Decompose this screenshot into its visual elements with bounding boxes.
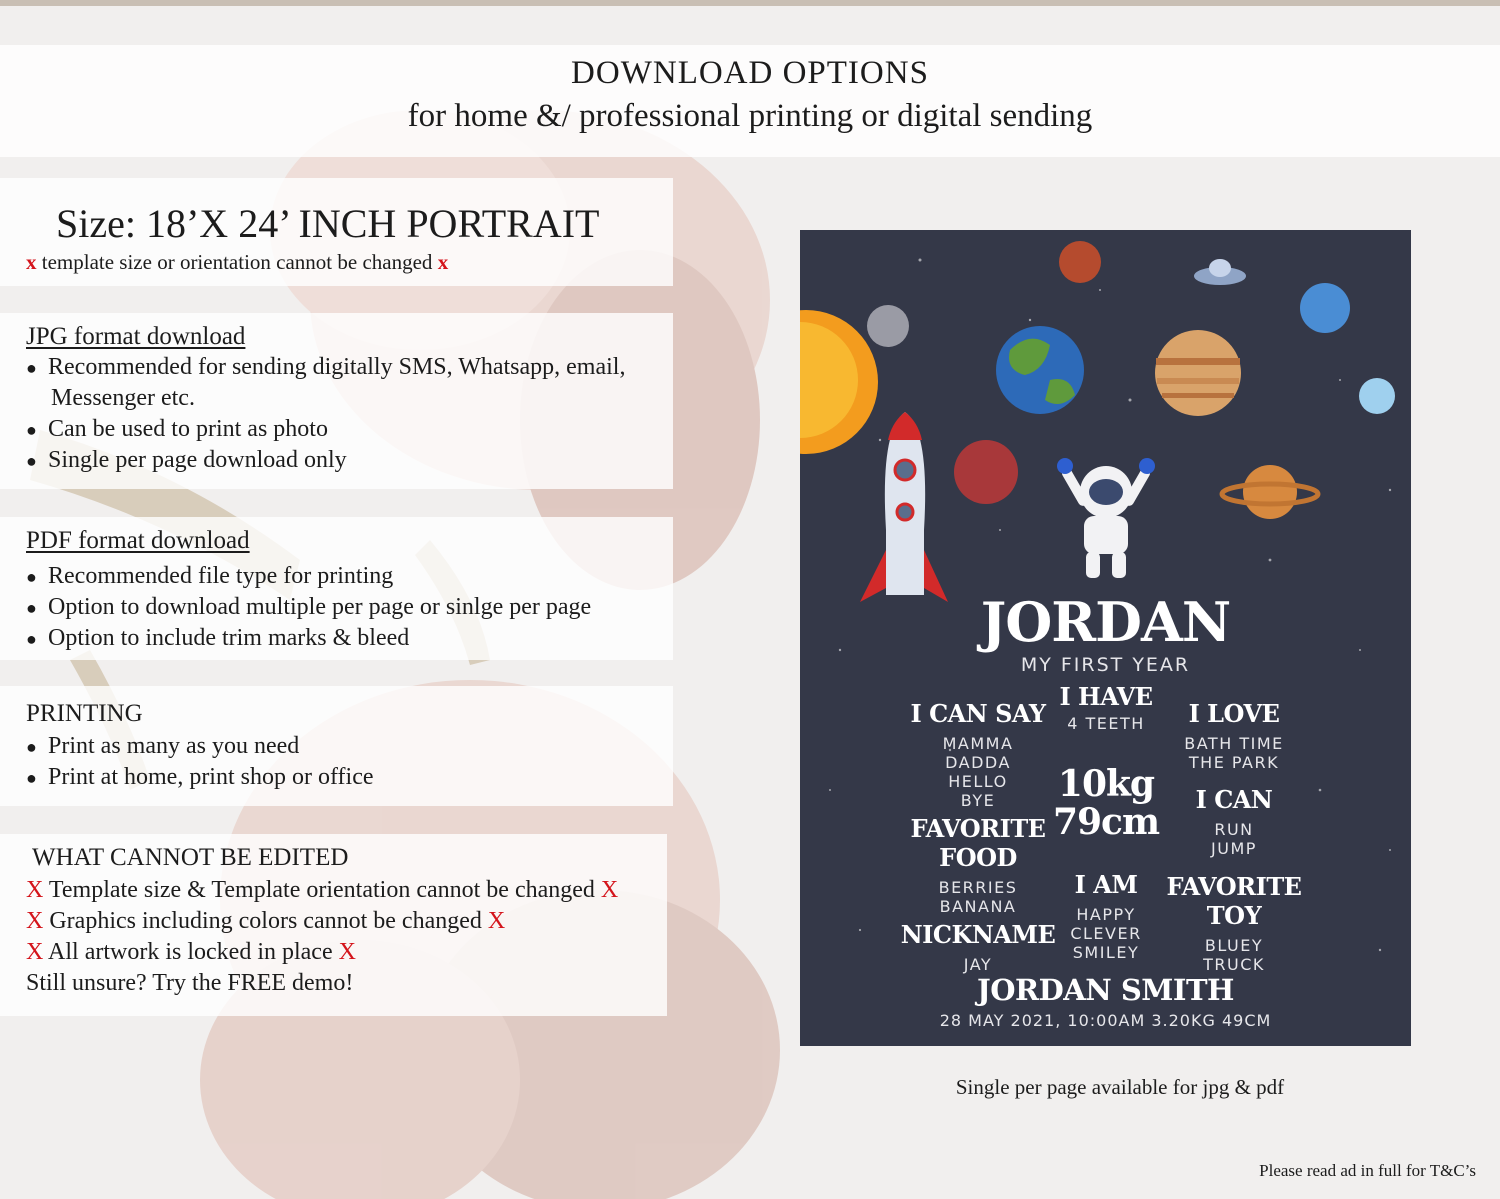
bullet-icon: ● xyxy=(26,737,37,757)
list-item: ● Print as many as you need xyxy=(26,733,300,759)
red-x-icon: X xyxy=(26,908,44,934)
poster-preview xyxy=(800,230,1411,1046)
red-x-icon: X xyxy=(26,877,44,903)
bullet-icon: ● xyxy=(26,768,37,788)
size-note-text: template size or orientation cannot be changed xyxy=(41,250,433,274)
moon-icon xyxy=(867,305,909,347)
red-x-icon: x xyxy=(26,250,37,274)
bullet-icon: ● xyxy=(26,420,37,440)
top-image-strip xyxy=(0,0,1500,6)
i-can-block: I CAN RUN JUMP xyxy=(1195,785,1273,858)
red-x-icon: X xyxy=(487,908,506,934)
list-item: ● Print at home, print shop or office xyxy=(26,764,374,790)
list-item: ● Recommended file type for printing xyxy=(26,563,394,589)
restrictions-heading: WHAT CANNOT BE EDITED xyxy=(32,844,349,871)
page-subtitle: for home &/ professional printing or digital sending xyxy=(407,98,1093,134)
weight-value: 10kg xyxy=(1057,763,1155,805)
i-have-block: I HAVE 4 TEETH xyxy=(1059,682,1153,733)
favorite-food-block: FAVORITE FOOD BERRIES BANANA xyxy=(910,814,1046,916)
bullet-icon: ● xyxy=(26,629,37,649)
demo-prompt: Still unsure? Try the FREE demo! xyxy=(26,970,354,996)
page-title: DOWNLOAD OPTIONS xyxy=(571,55,929,91)
restriction-item: X Template size & Template orientation cannot be changed X xyxy=(26,877,619,903)
header-banner xyxy=(0,45,1500,157)
bullet-icon: ● xyxy=(26,598,37,618)
restriction-item: X All artwork is locked in place X xyxy=(26,939,356,965)
poster-full-name: JORDAN SMITH xyxy=(977,973,1234,1007)
list-item: ● Single per page download only xyxy=(26,447,347,473)
list-item: ● Option to download multiple per page or sinlge per page xyxy=(26,594,592,620)
neptune-icon xyxy=(1300,283,1350,333)
list-item-continuation: Messenger etc. xyxy=(51,385,195,411)
list-item: ● Can be used to print as photo xyxy=(26,416,328,442)
i-am-block: I AM HAPPY CLEVER SMILEY xyxy=(1070,870,1142,962)
nickname-block: NICKNAME JAY xyxy=(900,920,1056,974)
jpg-heading: JPG format download xyxy=(26,323,246,350)
bullet-icon: ● xyxy=(26,358,37,378)
pdf-panel xyxy=(0,517,673,660)
bullet-icon: ● xyxy=(26,451,37,471)
poster-subtitle: MY FIRST YEAR xyxy=(1020,654,1191,676)
restrictions-panel xyxy=(0,834,667,1016)
i-can-say-block: I CAN SAY MAMMA DADDA HELLO BYE xyxy=(910,699,1046,810)
bullet-icon: ● xyxy=(26,567,37,587)
height-value: 79cm xyxy=(1052,801,1160,843)
jupiter-icon xyxy=(1155,330,1241,416)
jpg-panel xyxy=(0,313,673,489)
poster-birth-details: 28 MAY 2021, 10:00AM 3.20KG 49CM xyxy=(939,1011,1272,1030)
favorite-toy-block: FAVORITE TOY BLUEY TRUCK xyxy=(1166,872,1302,974)
list-item: ● Option to include trim marks & bleed xyxy=(26,625,410,651)
printing-panel xyxy=(0,686,673,806)
terms-note: Please read ad in full for T&C’s xyxy=(1259,1161,1476,1180)
size-note xyxy=(26,250,448,275)
size-panel xyxy=(0,178,673,286)
red-x-icon: X xyxy=(338,939,356,965)
uranus-icon xyxy=(1359,378,1395,414)
red-planet-icon xyxy=(954,440,1018,504)
printing-heading: PRINTING xyxy=(26,700,143,727)
mars-icon xyxy=(1059,241,1101,283)
red-x-icon: X xyxy=(26,939,44,965)
poster-caption: Single per page available for jpg & pdf xyxy=(955,1075,1285,1099)
restriction-item: X Graphics including colors cannot be changed X xyxy=(26,908,506,934)
red-x-icon: x xyxy=(437,250,449,274)
size-title: Size: 18’X 24’ INCH PORTRAIT xyxy=(56,201,600,246)
i-love-block: I LOVE BATH TIME THE PARK xyxy=(1184,699,1284,772)
pdf-heading: PDF format download xyxy=(26,527,250,554)
poster-name: JORDAN xyxy=(980,590,1231,654)
red-x-icon: X xyxy=(600,877,619,903)
list-item: ● Recommended for sending digitally SMS, Whatsapp, email, xyxy=(26,354,626,380)
earth-icon xyxy=(996,326,1084,414)
